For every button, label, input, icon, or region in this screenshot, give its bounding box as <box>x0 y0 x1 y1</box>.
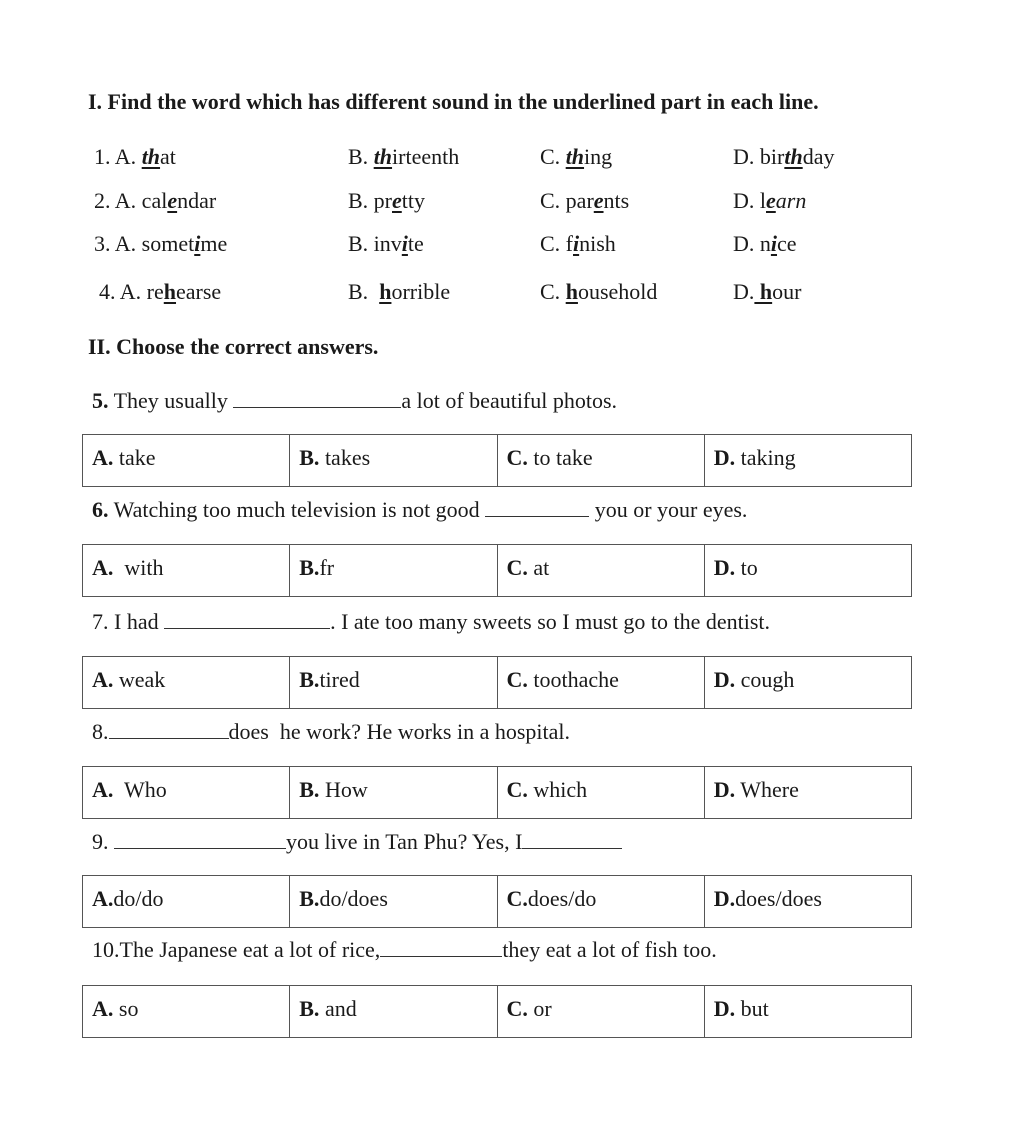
pronunciation-row <box>0 144 1024 174</box>
option-text: B. pr <box>348 188 392 213</box>
option-text: C. <box>540 144 566 169</box>
question-text-before: 10.The Japanese eat a lot of rice, <box>92 937 381 962</box>
question-text-before: 9. <box>92 829 114 854</box>
option-text: C. <box>540 279 566 304</box>
option-letter: D. <box>713 886 736 911</box>
table-row <box>83 986 912 1038</box>
option-text: does/does <box>735 886 822 911</box>
pronunciation-row <box>0 231 1024 261</box>
pronunciation-option <box>733 188 806 214</box>
option-letter: A. <box>92 777 114 802</box>
option-letter: D. <box>713 445 736 470</box>
pronunciation-option <box>733 231 797 257</box>
underlined-part: h <box>754 279 773 304</box>
option-letter: A. <box>92 555 114 580</box>
option-letter: A. <box>92 445 114 470</box>
option-text: 4. A. re <box>99 279 164 304</box>
option-text: te <box>407 231 424 256</box>
question-text-after: they eat a lot of fish too. <box>502 937 717 962</box>
option-text: takes <box>319 445 371 470</box>
option-letter: B. <box>299 445 320 470</box>
option-text: How <box>319 777 368 802</box>
option-text: ndar <box>177 188 217 213</box>
underlined-part: th <box>141 144 161 169</box>
question-number: 6. <box>92 497 109 522</box>
option-text: 1. A. <box>94 144 142 169</box>
question-number: 5. <box>92 388 109 413</box>
answer-blank[interactable] <box>485 498 589 517</box>
answer-option[interactable] <box>290 767 497 819</box>
answer-option[interactable] <box>704 986 911 1038</box>
underlined-part: i <box>401 231 408 256</box>
answer-option[interactable] <box>497 545 704 597</box>
underlined-part: e <box>392 188 402 213</box>
question-text-before: Watching too much television is not good <box>108 497 486 522</box>
option-text: weak <box>113 667 166 692</box>
question-text-after: does he work? He works in a hospital. <box>228 719 571 744</box>
answer-options-table <box>82 434 912 487</box>
answer-option[interactable] <box>290 986 497 1038</box>
option-text: but <box>735 996 769 1021</box>
question-text-after: you live in Tan Phu? Yes, I <box>286 829 523 854</box>
answer-blank[interactable] <box>114 830 286 849</box>
option-letter: D. <box>713 777 736 802</box>
option-text: do/does <box>319 886 388 911</box>
section-1-title: I. Find the word which has different sound in the underlined part in each line. <box>88 89 819 114</box>
option-letter: D. <box>713 555 736 580</box>
pronunciation-option <box>94 188 216 214</box>
option-text: nish <box>579 231 616 256</box>
underlined-part: i <box>573 231 580 256</box>
answer-option[interactable] <box>704 435 911 487</box>
underlined-part: h <box>565 279 578 304</box>
option-text: D. <box>733 279 755 304</box>
question-text-after: a lot of beautiful photos. <box>401 388 618 413</box>
answer-blank[interactable] <box>164 610 330 629</box>
pronunciation-option <box>733 144 834 170</box>
pronunciation-row <box>0 279 1024 309</box>
option-letter: B. <box>299 996 320 1021</box>
answer-option[interactable] <box>497 435 704 487</box>
option-text: take <box>113 445 156 470</box>
question-text <box>92 936 717 964</box>
answer-option[interactable] <box>497 876 704 928</box>
underlined-part: h <box>379 279 392 304</box>
option-letter: B. <box>299 886 320 911</box>
answer-blank[interactable] <box>522 830 622 849</box>
option-text: me <box>200 231 228 256</box>
question-text <box>92 828 622 856</box>
option-letter: C. <box>506 555 528 580</box>
question-text-before: 7. I had <box>92 609 165 634</box>
option-text: cough <box>735 667 795 692</box>
option-letter: C. <box>506 777 528 802</box>
answer-option[interactable] <box>704 876 911 928</box>
answer-option[interactable] <box>704 767 911 819</box>
option-letter: D. <box>713 996 736 1021</box>
option-text: our <box>772 279 802 304</box>
answer-option[interactable] <box>290 876 497 928</box>
option-text: ce <box>777 231 797 256</box>
underlined-part: th <box>565 144 585 169</box>
question-text <box>92 608 770 636</box>
option-text: ing <box>584 144 613 169</box>
answer-options-table <box>82 544 912 597</box>
underlined-part: h <box>163 279 177 304</box>
option-text: tired <box>319 667 360 692</box>
option-text: Who <box>113 777 167 802</box>
option-text: at <box>527 555 550 580</box>
option-text: does/do <box>527 886 597 911</box>
pronunciation-option <box>94 144 176 170</box>
option-letter: C. <box>506 445 528 470</box>
option-text: tty <box>401 188 425 213</box>
option-text: B. <box>348 279 380 304</box>
underlined-part: th <box>784 144 803 169</box>
underlined-part: e <box>766 188 776 213</box>
option-text: nts <box>603 188 630 213</box>
option-letter: D. <box>713 667 736 692</box>
question-text <box>92 718 570 746</box>
answer-blank[interactable] <box>380 938 502 957</box>
underlined-part: i <box>194 231 201 256</box>
pronunciation-option <box>733 279 801 305</box>
question-text-after: you or your eyes. <box>589 497 748 522</box>
answer-option[interactable] <box>497 657 704 709</box>
option-letter: A. <box>92 996 114 1021</box>
option-text: do/do <box>113 886 164 911</box>
pronunciation-row <box>0 188 1024 218</box>
answer-option[interactable] <box>83 767 290 819</box>
table-row <box>83 876 912 928</box>
table-row <box>83 767 912 819</box>
pronunciation-option <box>94 231 227 257</box>
answer-blank[interactable] <box>109 720 229 739</box>
answer-option[interactable] <box>83 657 290 709</box>
pronunciation-option <box>348 279 450 305</box>
option-letter: C. <box>506 667 528 692</box>
option-text: C. par <box>540 188 594 213</box>
pronunciation-option <box>99 279 221 305</box>
option-letter: A. <box>92 886 114 911</box>
option-text: so <box>113 996 139 1021</box>
answer-blank[interactable] <box>233 389 401 408</box>
question-text-before: 8. <box>92 719 109 744</box>
question-text-after: . I ate too many sweets so I must go to the dentist. <box>330 609 771 634</box>
pronunciation-option <box>540 144 612 170</box>
pronunciation-option <box>348 231 424 257</box>
answer-option[interactable] <box>290 545 497 597</box>
option-text: arn <box>775 188 807 213</box>
table-row <box>83 435 912 487</box>
answer-option[interactable] <box>497 767 704 819</box>
pronunciation-option <box>540 231 616 257</box>
answer-options-table <box>82 766 912 819</box>
option-text: to take <box>527 445 593 470</box>
answer-option[interactable] <box>83 435 290 487</box>
option-text: day <box>802 144 835 169</box>
option-text: D. bir <box>733 144 785 169</box>
option-text: orrible <box>391 279 451 304</box>
option-text: or <box>527 996 552 1021</box>
answer-option[interactable] <box>83 876 290 928</box>
option-text: Where <box>735 777 799 802</box>
option-text: B. inv <box>348 231 402 256</box>
option-text: B. <box>348 144 374 169</box>
underlined-part: th <box>373 144 393 169</box>
option-text: D. l <box>733 188 766 213</box>
answer-option[interactable] <box>290 435 497 487</box>
option-text: earse <box>176 279 222 304</box>
option-text: toothache <box>527 667 619 692</box>
option-text: taking <box>735 445 796 470</box>
option-text: to <box>735 555 758 580</box>
pronunciation-option <box>540 279 657 305</box>
option-text: C. f <box>540 231 573 256</box>
pronunciation-option <box>348 144 459 170</box>
option-letter: A. <box>92 667 114 692</box>
answer-option[interactable] <box>83 986 290 1038</box>
underlined-part: e <box>167 188 178 213</box>
underlined-part: i <box>770 231 778 256</box>
table-row <box>83 545 912 597</box>
answer-options-table <box>82 875 912 928</box>
answer-options-table <box>82 985 912 1038</box>
answer-option[interactable] <box>83 545 290 597</box>
pronunciation-option <box>348 188 425 214</box>
option-letter: B. <box>299 667 320 692</box>
table-row <box>83 657 912 709</box>
option-text: and <box>319 996 357 1021</box>
answer-option[interactable] <box>704 545 911 597</box>
answer-options-table <box>82 656 912 709</box>
option-letter: C. <box>506 996 528 1021</box>
question-text-before: They usually <box>108 388 234 413</box>
option-text: ousehold <box>577 279 658 304</box>
pronunciation-option <box>540 188 629 214</box>
answer-option[interactable] <box>290 657 497 709</box>
option-text: with <box>113 555 164 580</box>
option-text: fr <box>319 555 335 580</box>
option-text: which <box>527 777 588 802</box>
option-text: at <box>160 144 176 169</box>
option-text: D. n <box>733 231 771 256</box>
question-text <box>92 496 747 524</box>
underlined-part: e <box>593 188 604 213</box>
option-text: 3. A. somet <box>94 231 195 256</box>
option-text: 2. A. cal <box>94 188 168 213</box>
question-text <box>92 387 617 415</box>
option-letter: B. <box>299 555 320 580</box>
answer-option[interactable] <box>704 657 911 709</box>
option-letter: B. <box>299 777 320 802</box>
section-2-title: II. Choose the correct answers. <box>88 334 379 359</box>
option-letter: C. <box>506 886 528 911</box>
option-text: irteenth <box>392 144 460 169</box>
answer-option[interactable] <box>497 986 704 1038</box>
